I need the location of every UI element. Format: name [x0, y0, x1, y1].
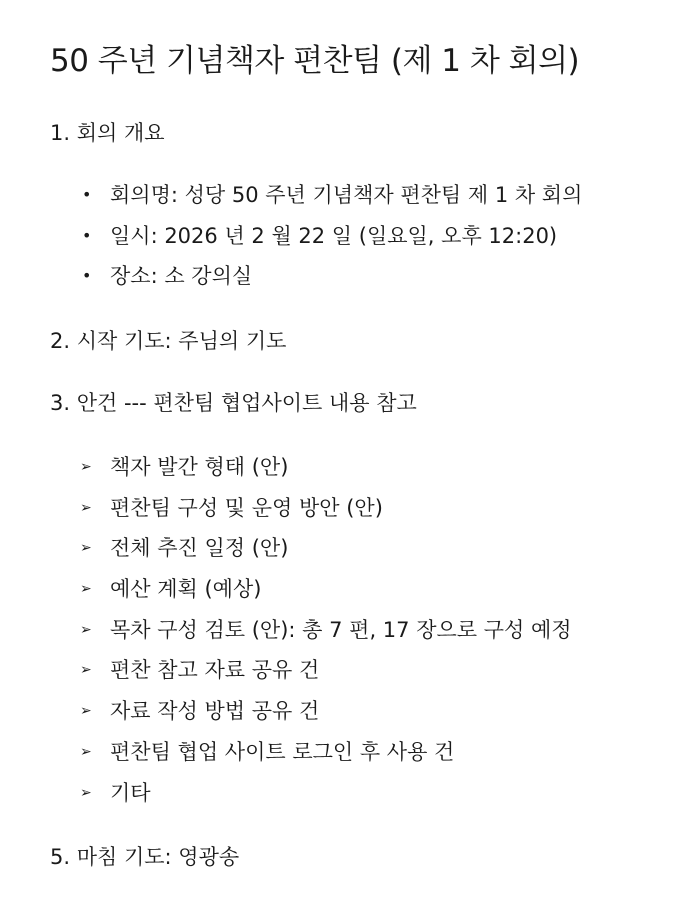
list-item-text: 전체 추진 일정 (안) — [110, 536, 289, 561]
arrow-bullet-icon: ➢ — [80, 581, 92, 598]
overview-list — [80, 180, 582, 302]
list-item-text: 기타 — [110, 780, 151, 805]
list-item-text: 장소: 소 강의실 — [110, 264, 253, 289]
bullet-icon: • — [82, 185, 92, 204]
list-item-text: 책자 발간 형태 (안) — [110, 455, 289, 479]
list-item-text: 예산 계획 (예상) — [110, 577, 262, 602]
list-item-text: 일시: 2026 년 2 월 22 일 (일요일, 오후 12:20) — [110, 223, 558, 248]
arrow-bullet-icon: ➢ — [80, 499, 92, 516]
list-item-text: 회의명: 성당 50 주년 기념책자 편찬팀 제 1 차 회의 — [110, 183, 583, 207]
section-heading-overview: 1. 회의 개요 — [50, 121, 165, 145]
list-item — [80, 574, 572, 615]
list-item-text: 편찬 참고 자료 공유 건 — [110, 658, 320, 683]
list-item — [80, 180, 582, 221]
list-item — [80, 452, 572, 493]
bullet-icon: • — [82, 266, 92, 286]
list-item-text: 편찬팀 협업 사이트 로그인 후 사용 건 — [110, 739, 455, 764]
list-item-text: 자료 작성 방법 공유 건 — [110, 699, 320, 724]
bullet-icon: • — [82, 225, 92, 245]
list-item — [80, 261, 582, 302]
section-heading-agenda: 3. 안건 --- 편찬팀 협업사이트 내용 참고 — [50, 391, 417, 415]
list-item — [80, 221, 582, 262]
section-heading-opening-prayer: 2. 시작 기도: 주님의 기도 — [50, 329, 287, 353]
arrow-bullet-icon: ➢ — [80, 621, 92, 638]
agenda-list — [80, 452, 572, 818]
arrow-bullet-icon: ➢ — [80, 703, 92, 720]
list-item — [80, 696, 572, 737]
arrow-bullet-icon: ➢ — [80, 662, 92, 679]
list-item — [80, 655, 572, 696]
list-item — [80, 737, 572, 778]
list-item — [80, 778, 572, 819]
list-item — [80, 533, 572, 574]
list-item — [80, 493, 572, 534]
list-item-text: 편찬팀 구성 및 운영 방안 (안) — [110, 495, 383, 520]
arrow-bullet-icon: ➢ — [80, 743, 92, 760]
section-heading-closing-prayer: 5. 마침 기도: 영광송 — [50, 845, 240, 869]
document-title: 50 주년 기념책자 편찬팀 (제 1 차 회의) — [50, 43, 580, 79]
list-item — [80, 615, 572, 656]
list-item-text: 목차 구성 검토 (안): 총 7 편, 17 장으로 구성 예정 — [110, 617, 572, 642]
arrow-bullet-icon: ➢ — [80, 784, 92, 801]
arrow-bullet-icon: ➢ — [80, 540, 92, 557]
arrow-bullet-icon: ➢ — [80, 459, 92, 475]
